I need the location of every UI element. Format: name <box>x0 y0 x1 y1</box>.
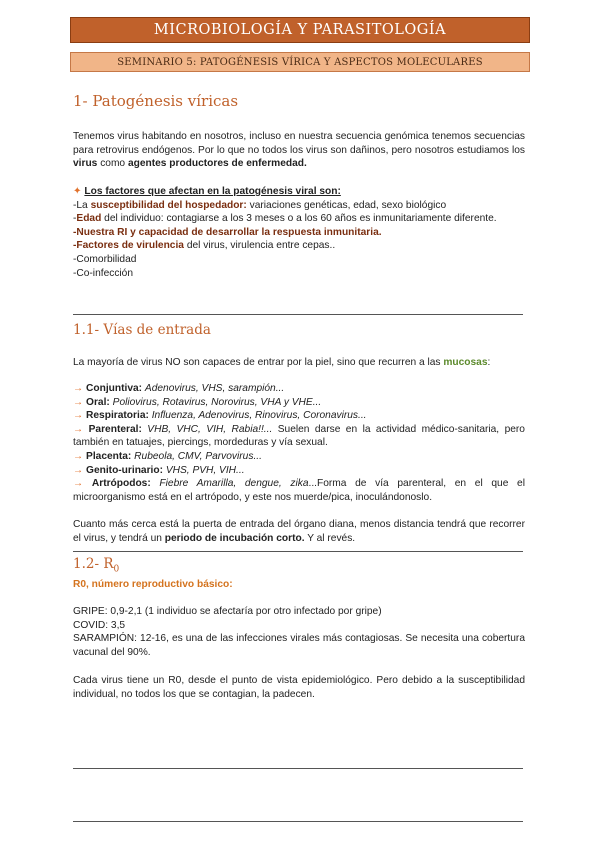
arrow-right-icon: → <box>73 383 84 394</box>
route-viruses: Rubeola, CMV, Parvovirus... <box>134 450 262 462</box>
intro-agents: agentes productores de enfermedad. <box>127 158 307 170</box>
route-viruses: VHB, VHC, VIH, Rabia!!... <box>147 423 273 435</box>
arrow-right-icon: → <box>73 410 84 422</box>
intro-paragraph <box>73 130 525 171</box>
arrow-right-icon: → <box>73 450 84 462</box>
factors-title: Los factores que afectan en la patogénesis viral son: <box>84 186 341 197</box>
factor-rest: del virus, virulencia entre cepas.. <box>183 240 336 252</box>
route-viruses: Adenovirus, VHS, sarampión... <box>144 383 285 394</box>
route-viruses: Fiebre Amarilla, dengue, zika <box>159 478 309 490</box>
r0-values <box>73 605 525 659</box>
intro-text-c: como <box>97 158 128 170</box>
seminar-subtitle: SEMINARIO 5: PATOGÉNESIS VÍRICA Y ASPECTOS MOLECULARES <box>70 52 530 72</box>
route-oral <box>73 396 525 410</box>
r0-closing: Cada virus tiene un R0, desde el punto de vista epidemiológico. Pero debido a la susceptibilidad individual, no todos los que se contagian, la padecen. <box>73 675 525 700</box>
entry-closing <box>73 518 525 545</box>
intro-text-a: Tenemos virus habitando en nosotros, incluso en nuestra secuencia genómica tenemos secuencias para retrovirus endógenos. Por lo que no todos los virus son dañinos, pero nosotros estudiamos los <box>73 131 525 156</box>
route-genito-urinario <box>73 464 525 478</box>
sparkle-icon: ✦ <box>73 186 82 197</box>
divider <box>73 821 523 822</box>
route-respiratoria <box>73 409 525 423</box>
factor-rest: del individuo: contagiarse a los 3 meses o a los 60 años es inmunitariamente diferente. <box>101 213 497 225</box>
route-label: Respiratoria: <box>86 410 149 422</box>
factor-bold: Edad <box>76 213 102 225</box>
entry-intro-colon: : <box>487 357 491 368</box>
closing-text: Cuanto más cerca está la puerta de entrada del órgano diana, menos distancia tendrá que recorrer el virus, y tendrá un <box>73 519 525 544</box>
route-label: Artrópodos: <box>91 478 151 490</box>
r0-title: R0, número reproductivo básico: <box>73 579 233 590</box>
factor-age <box>73 212 525 226</box>
route-label: Genito-urinario: <box>86 464 163 476</box>
closing-tail: Y al revés. <box>304 532 356 544</box>
factor-bold: susceptibilidad del hospedador: <box>90 199 247 211</box>
r0-covid: COVID: 3,5 <box>73 619 126 631</box>
section-1-2-heading <box>73 556 119 575</box>
route-artropodos <box>73 477 525 504</box>
route-conjuntiva <box>73 382 525 396</box>
arrow-right-icon: → <box>73 464 84 476</box>
route-note: ...Forma de vía parenteral, en el que el microorganismo está en el artrópodo, y este nos muerde/pica, inoculándonoslo. <box>73 478 525 503</box>
route-parenteral <box>73 423 525 450</box>
route-label: Placenta: <box>86 450 132 462</box>
route-label: Oral: <box>86 396 110 408</box>
factor-bold: -Factores de virulencia <box>73 240 184 252</box>
factor-susceptibility <box>73 199 525 213</box>
document-title: MICROBIOLOGÍA Y PARASITOLOGÍA <box>70 17 530 43</box>
factor-comorbidity: -Comorbilidad <box>73 253 137 265</box>
factor-prefix: -La <box>73 199 91 211</box>
route-label: Conjuntiva: <box>86 383 143 394</box>
arrow-right-icon: → <box>73 396 84 408</box>
route-viruses: Influenza, Adenovirus, Rinovirus, Coronavirus... <box>151 410 367 422</box>
route-label: Parenteral: <box>88 423 142 435</box>
factors-list <box>73 185 525 280</box>
r0-gripe: GRIPE: 0,9-2,1 (1 individuo se afectaría por otro infectado por gripe) <box>73 606 382 617</box>
route-note: Suelen darse en la actividad médico-sanitaria, pero también en tatuajes, piercings, mordeduras y vía sexual. <box>73 423 525 449</box>
entry-intro <box>73 356 525 370</box>
intro-virus: virus <box>73 158 98 170</box>
entry-routes-list <box>73 382 525 504</box>
factor-immune-response: -Nuestra RI y capacidad de desarrollar la respuesta inmunitaria. <box>73 226 382 238</box>
factor-rest: variaciones genéticas, edad, sexo biológico <box>246 199 447 211</box>
divider <box>73 551 523 552</box>
route-viruses: VHS, PVH, VIH... <box>165 464 245 476</box>
entry-intro-text: La mayoría de virus NO son capaces de entrar por la piel, sino que recurren a las <box>73 357 444 368</box>
route-placenta <box>73 450 525 464</box>
mucosas-term: mucosas <box>443 357 488 368</box>
r0-sarampion: SARAMPIÓN: 12-16, es una de las infecciones virales más contagiosas. Se necesita una cobertura vacunal del 90%. <box>73 633 525 658</box>
factor-coinfection: -Co-infección <box>73 267 134 279</box>
factor-virulence <box>73 239 525 253</box>
route-viruses: Poliovirus, Rotavirus, Norovirus, VHA y VHE... <box>112 396 322 408</box>
section-1-2-heading-text: 1.2- R <box>73 556 114 572</box>
factors-title-line <box>73 185 525 199</box>
divider <box>73 314 523 315</box>
factor-prefix: - <box>73 213 77 225</box>
section-1-2-heading-sub: 0 <box>113 564 120 575</box>
divider <box>73 768 523 769</box>
arrow-right-icon: → <box>73 423 84 435</box>
section-1-1-heading: 1.1- Vías de entrada <box>73 322 211 338</box>
incubation-term: periodo de incubación corto. <box>164 532 305 544</box>
arrow-right-icon: → <box>73 478 84 490</box>
section-1-heading: 1- Patogénesis víricas <box>73 92 239 110</box>
